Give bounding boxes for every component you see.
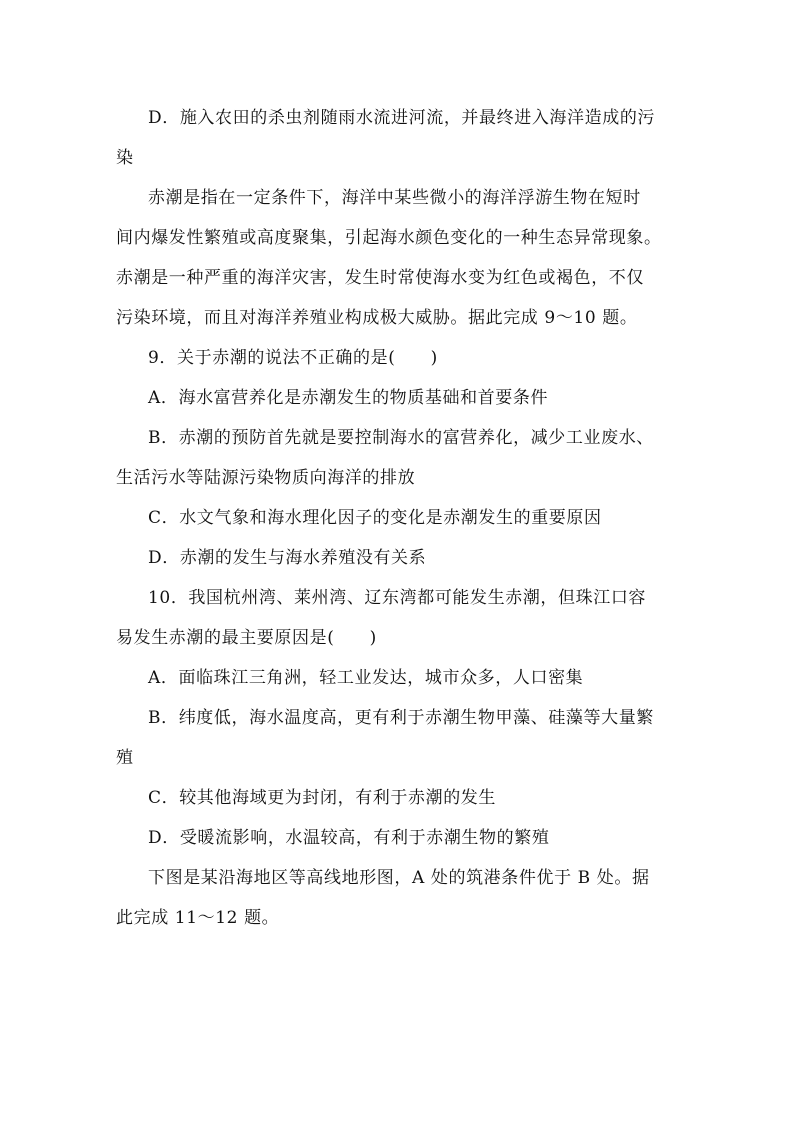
map-intro-line2: 此完成 11～12 题。 xyxy=(116,908,280,928)
q10-option-b-line2: 殖 xyxy=(116,748,134,768)
q9-option-d: D．赤潮的发生与海水养殖没有关系 xyxy=(148,548,427,568)
q10-stem-line1: 10．我国杭州湾、莱州湾、辽东湾都可能发生赤潮，但珠江口容 xyxy=(148,588,647,608)
q9-option-a: A．海水富营养化是赤潮发生的物质基础和首要条件 xyxy=(148,388,549,408)
q9-option-b-line1: B．赤潮的预防首先就是要控制海水的富营养化，减少工业废水、 xyxy=(148,428,654,448)
q9-stem: 9．关于赤潮的说法不正确的是( ) xyxy=(148,348,438,368)
passage-line2: 间内爆发性繁殖或高度聚集，引起海水颜色变化的一种生态异常现象。 xyxy=(116,228,662,248)
passage-line1: 赤潮是指在一定条件下，海洋中某些微小的海洋浮游生物在短时 xyxy=(148,188,641,208)
q8-option-d-line2: 染 xyxy=(116,148,134,168)
q10-option-a: A．面临珠江三角洲，轻工业发达，城市众多，人口密集 xyxy=(148,668,584,688)
q10-option-d: D．受暖流影响，水温较高，有利于赤潮生物的繁殖 xyxy=(148,828,550,848)
passage-line3: 赤潮是一种严重的海洋灾害，发生时常使海水变为红色或褐色，不仅 xyxy=(116,268,644,288)
map-intro-line1: 下图是某沿海地区等高线地形图，A 处的筑港条件优于 B 处。据 xyxy=(148,868,650,888)
q9-option-b-line2: 生活污水等陆源污染物质向海洋的排放 xyxy=(116,468,416,488)
passage-line4: 污染环境，而且对海洋养殖业构成极大威胁。据此完成 9～10 题。 xyxy=(116,308,638,328)
q10-stem-line2: 易发生赤潮的最主要原因是( ) xyxy=(116,628,377,648)
q8-option-d-line1: D．施入农田的杀虫剂随雨水流进河流，并最终进入海洋造成的污 xyxy=(148,108,656,128)
q10-option-b-line1: B．纬度低，海水温度高，更有利于赤潮生物甲藻、硅藻等大量繁 xyxy=(148,708,654,728)
q10-option-c: C．较其他海域更为封闭，有利于赤潮的发生 xyxy=(148,788,497,808)
q9-option-c: C．水文气象和海水理化因子的变化是赤潮发生的重要原因 xyxy=(148,508,602,528)
